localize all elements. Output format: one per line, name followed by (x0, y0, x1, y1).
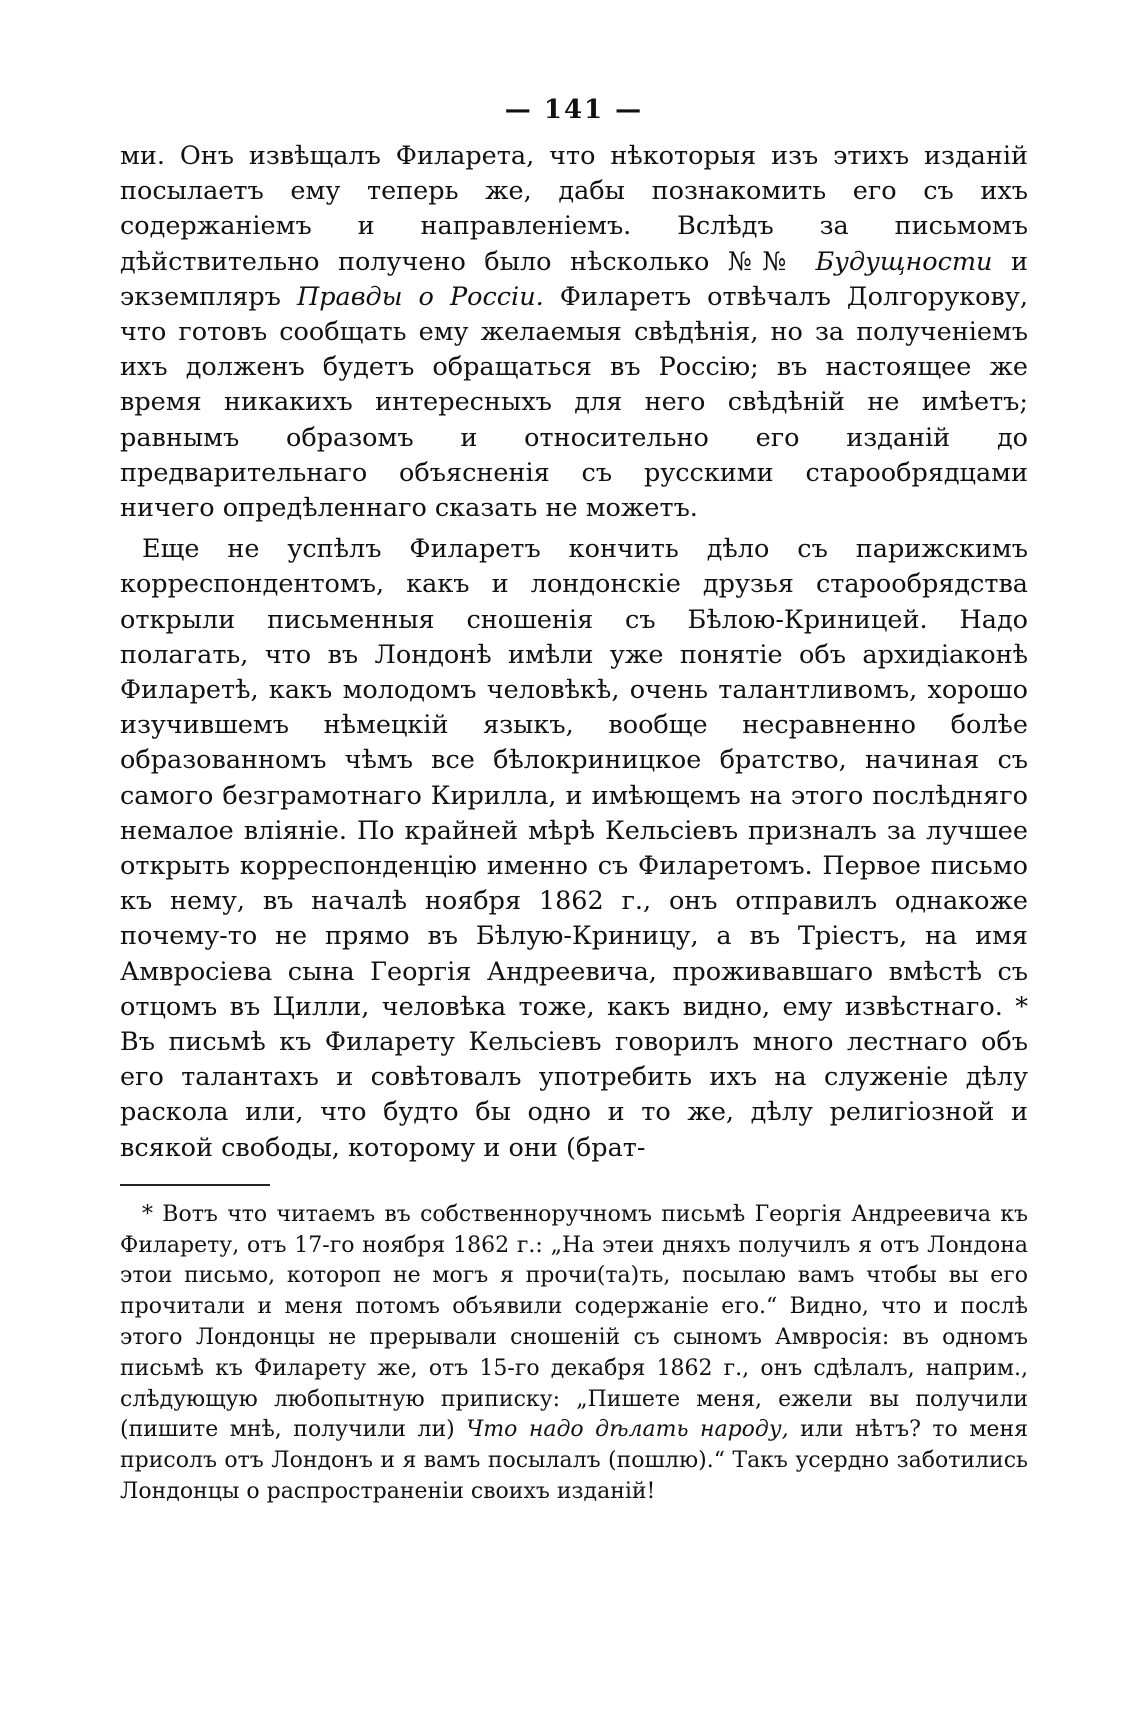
footnote-italic-quote: Что надо дѣлать народу, (466, 1417, 789, 1443)
footnote (120, 1200, 1028, 1508)
book-page (120, 95, 1028, 1508)
footnote-divider (120, 1184, 270, 1186)
body-paragraph-1 (120, 139, 1028, 526)
body-paragraph-2: Еще не успѣлъ Филаретъ кончить дѣло съ парижскимъ корреспондентомъ, какъ и лондонскіе друзья старообрядства открыли письменныя сношенія съ Бѣлою-Криницей. Надо полагать, что въ Лондонѣ имѣли уже понятіе объ архидіаконѣ Филаретѣ, какъ молодомъ человѣкѣ, очень талантливомъ, хорошо изучившемъ нѣмецкій языкъ, вообще несравненно болѣе образованномъ чѣмъ все бѣлокриницкое братство, начиная съ самого безграмотнаго Кирилла, и имѣющемъ на этого послѣдняго немалое вліяніе. По крайней мѣрѣ Кельсіевъ призналъ за лучшее открыть корреспонденцію именно съ Филаретомъ. Первое письмо къ нему, въ началѣ ноября 1862 г., онъ отправилъ однакоже почему-то не прямо въ Бѣлую-Криницу, а въ Тріестъ, на имя Амвросіева сына Георгія Андреевича, проживавшаго вмѣстѣ съ отцомъ въ Цилли, человѣка тоже, какъ видно, ему извѣстнаго. * Въ письмѣ къ Филарету Кельсіевъ говорилъ много лестнаго объ его талантахъ и совѣтовалъ употребить ихъ на служеніе дѣлу раскола или, что будто бы одно и то же, дѣлу религіозной и всякой свободы, которому и они (брат- (120, 534, 1028, 1163)
page-number: — 141 — (504, 95, 644, 125)
footnote-text-a: * Вотъ что читаемъ въ собственноручномъ письмѣ Георгія Андреевича къ Филарету, отъ 17-го ноября 1862 г.: „На этеи дняхъ получилъ я отъ Лондона этои письмо, котороп не могъ я прочи(та)ть, посылаю вамъ чтобы вы его прочитали и меня потомъ объявили содержаніе его.“ Видно, что и послѣ этого Лондонцы не прерывали сношеній съ сыномъ Амвросія: въ одномъ письмѣ къ Филарету же, отъ 15-го декабря 1862 г., онъ сдѣлалъ, наприм., слѣдующую любопытную приписку: „Пишете меня, ежели вы получили (пишите мнѣ, получили ли) (120, 1201, 1028, 1443)
footnote-text-b: или нѣтъ? то меня присолъ отъ Лондонъ и я вамъ посылалъ (пошлю).“ Такъ усердно заботились Лондонцы о распространеніи своихъ изданій! (120, 1417, 1028, 1505)
italic-title-pravdy: Правды о Россіи. (296, 281, 544, 312)
italic-title-budushchnosti: Будущности (815, 246, 993, 277)
paragraph-1-text-a: ми. Онъ извѣщалъ Филарета, что нѣкоторыя изъ этихъ изданій посылаетъ ему теперь же, дабы познакомить его съ ихъ содержаніемъ и направленіемъ. Вслѣдъ за письмомъ дѣйствительно получено было нѣсколько №№ (120, 141, 1028, 277)
paragraph-1-text-c: Филаретъ отвѣчалъ Долгорукову, что готовъ сообщать ему желаемыя свѣдѣнія, но за полученіемъ ихъ долженъ будетъ обращаться въ Россію; въ настоящее же время никакихъ интересныхъ для него свѣдѣній не имѣетъ; равнымъ образомъ и относительно его изданій до предварительнаго объясненія съ русскими старообрядцами ничего опредѣленнаго сказать не можетъ. (120, 281, 1028, 524)
paragraph-1-text-b: и экземпляръ (120, 246, 1028, 312)
